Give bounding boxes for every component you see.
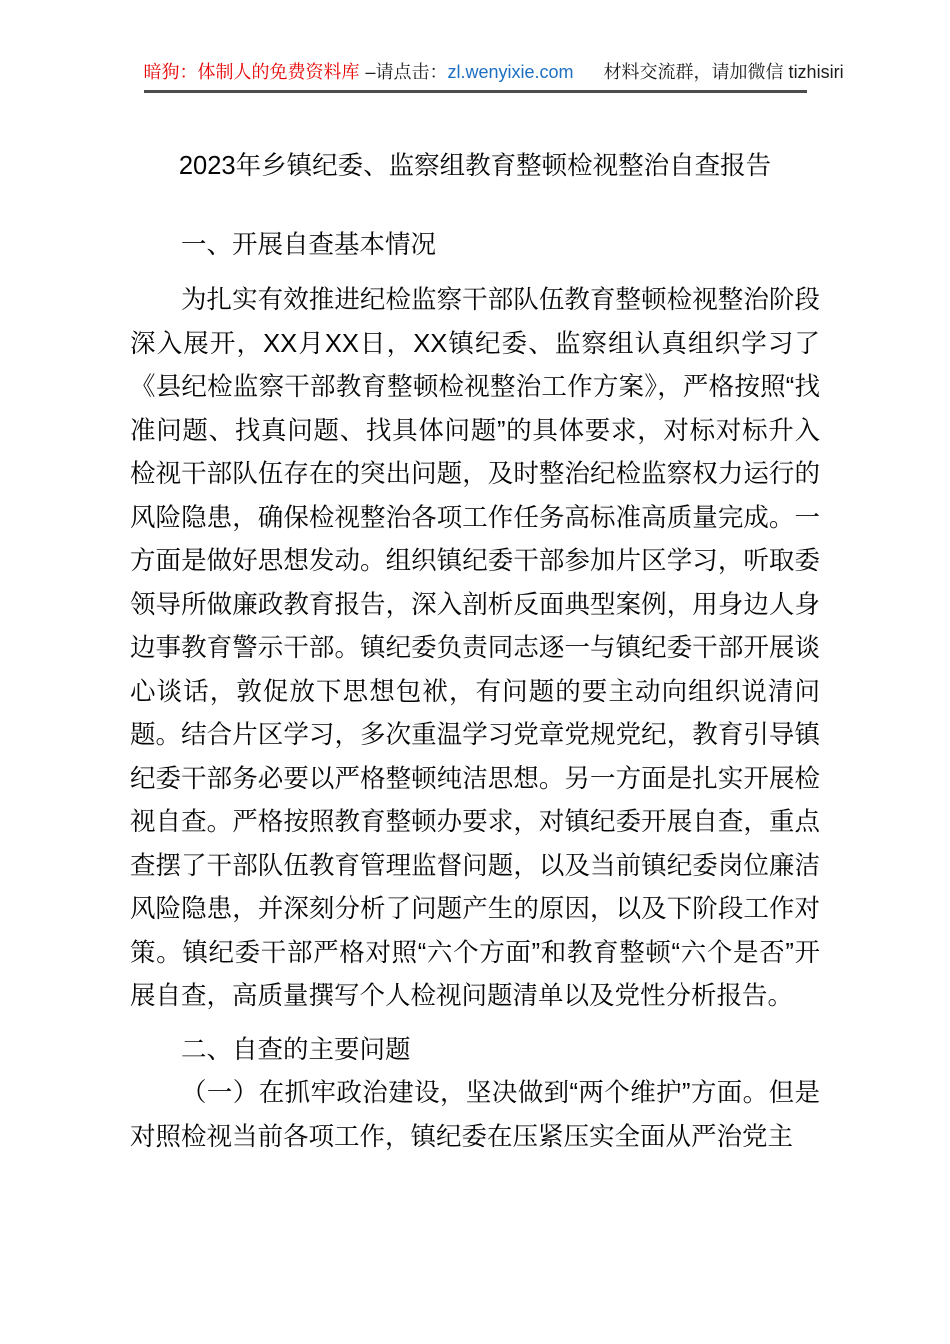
promo-banner: [143, 0, 844, 93]
section-heading-1: 一、开展自查基本情况: [181, 230, 437, 259]
section-2-paragraph: （一）在抓牢政治建设，坚决做到“两个维护”方面。但是对照检视当前各项工作，镇纪委在压紧压实全面从严治党主: [130, 1079, 820, 1151]
banner-click-label: –请点击：: [365, 62, 448, 82]
section-1-paragraph: 为扎实有效推进纪检监察干部队伍教育整顿检视整治阶段深入展开，XX月XX日，XX镇纪委、监察组认真组织学习了《县纪检监察干部教育整顿检视整治工作方案》，严格按照“找准问题、找真问题、找具体问题”的具体要求，对标对标升入检视干部队伍存在的突出问题，及时整治纪检监察权力运行的风险隐患，确保检视整治各项工作任务高标准高质量完成。一方面是做好思想发动。组织镇纪委干部参加片区学习，听取委领导所做廉政教育报告，深入剖析反面典型案例，用身边人身边事教育警示干部。镇纪委负责同志逐一与镇纪委干部开展谈心谈话，敦促放下思想包袱，有问题的要主动向组织说清问题。结合片区学习，多次重温学习党章党规党纪，教育引导镇纪委干部务必要以严格整顿纯洁思想。另一方面是扎实开展检视自查。严格按照教育整顿办要求，对镇纪委开展自查，重点查摆了干部队伍教育管理监督问题，以及当前镇纪委岗位廉洁风险隐患，并深刻分析了问题产生的原因，以及下阶段工作对策。镇纪委干部严格对照“六个方面”和教育整顿“六个是否”开展自查，高质量撰写个人检视问题清单以及党性分析报告。: [130, 286, 820, 1010]
section-heading-2: 二、自查的主要问题: [181, 1035, 411, 1064]
banner-brand-text: 暗狗：体制人的免费资料库: [143, 62, 360, 82]
banner-group-note: 材料交流群，请加微信 tizhisiri: [603, 62, 844, 82]
banner-site-link[interactable]: zl.wenyixie.com: [447, 62, 574, 82]
document-page: [130, 145, 820, 1159]
document-title: 2023年乡镇纪委、监察组教育整顿检视整治自查报告: [178, 152, 772, 180]
